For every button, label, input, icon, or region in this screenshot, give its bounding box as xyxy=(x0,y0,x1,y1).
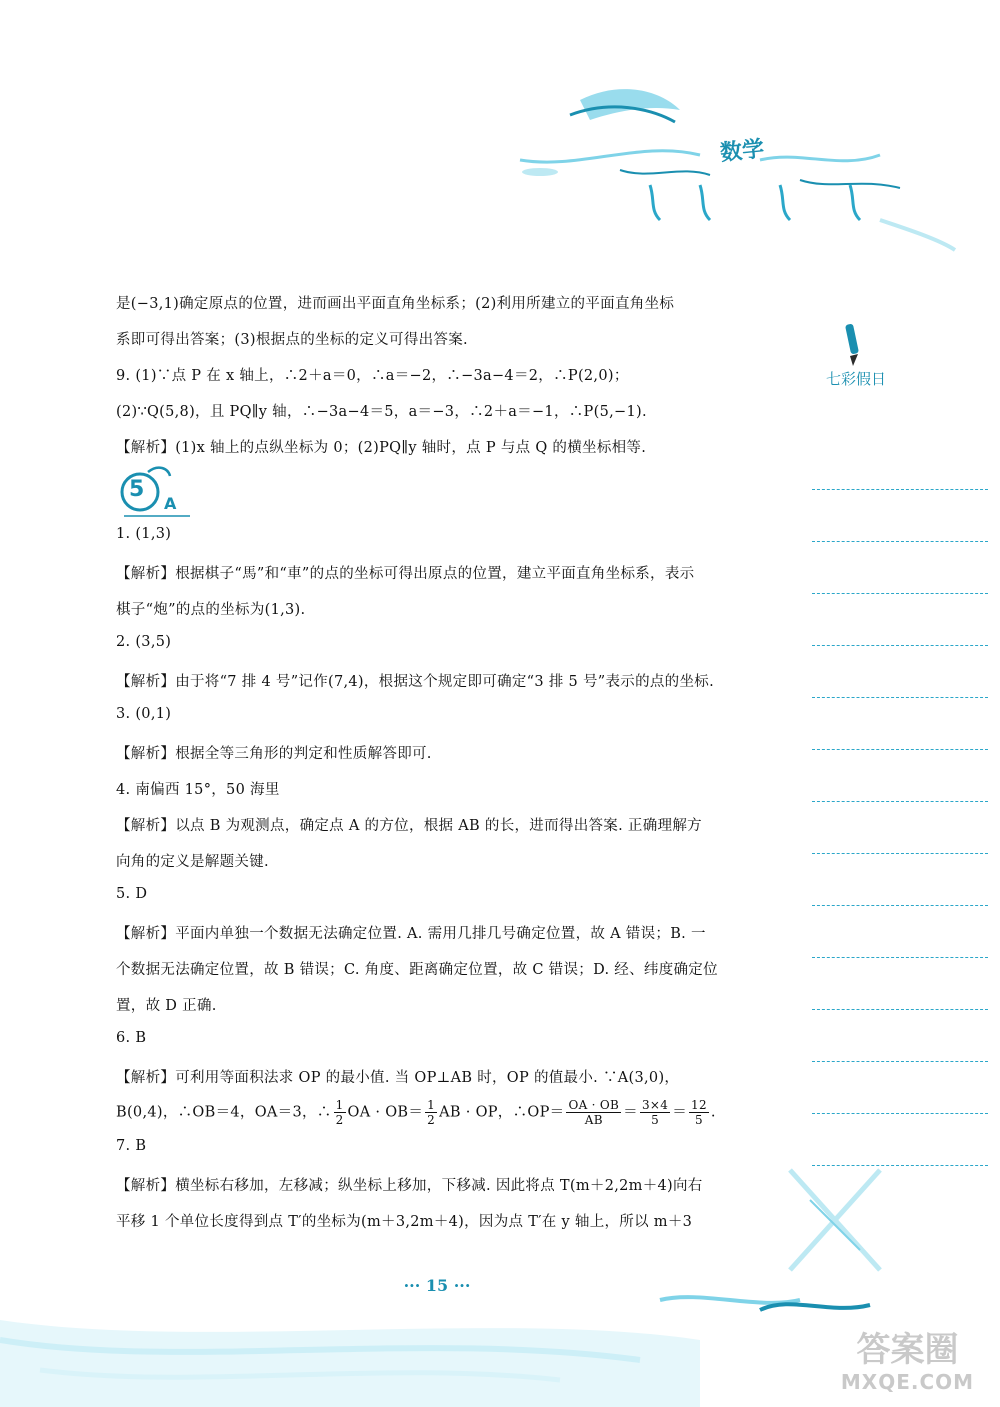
side-label: 七彩假日 xyxy=(826,370,887,388)
numerator: OA · OB xyxy=(568,1098,620,1112)
text-line: 2. (3,5) xyxy=(116,634,172,650)
text-line: 4. 南偏西 15°，50 海里 xyxy=(116,782,280,798)
text-line: 【解析】以点 B 为观测点，确定点 A 的方位，根据 AB 的长，进而得出答案. 正确理解方 xyxy=(116,818,702,834)
formula-line xyxy=(116,1098,716,1127)
page-number: ··· 15 ··· xyxy=(403,1276,471,1295)
note-line xyxy=(812,958,988,1010)
note-line xyxy=(812,1010,988,1062)
note-line xyxy=(812,750,988,802)
text-line: 平移 1 个单位长度得到点 T′的坐标为(m＋3,2m＋4)，因为点 T′在 y 轴上，所以 m＋3 xyxy=(116,1214,693,1230)
note-line xyxy=(812,646,988,698)
numerator: 1 xyxy=(335,1098,344,1112)
note-lines xyxy=(812,438,988,1166)
fraction xyxy=(640,1098,670,1127)
text-line: 3. (0,1) xyxy=(116,706,172,722)
text-line: 棋子“炮”的点的坐标为(1,3). xyxy=(116,602,306,618)
note-line xyxy=(812,906,988,958)
formula-text: B(0,4)，∴OB＝4，OA＝3，∴ xyxy=(116,1104,332,1121)
note-line xyxy=(812,594,988,646)
header-title: 数学 xyxy=(719,136,766,167)
text-line: 9. (1)∵点 P 在 x 轴上，∴2＋a＝0，∴a＝−2，∴−3a−4＝2，∴P(2,0)； xyxy=(116,368,629,384)
section-number: 5 xyxy=(129,477,145,502)
text-line: 【解析】根据棋子“馬”和“車”的点的坐标可得出原点的位置，建立平面直角坐标系，表示 xyxy=(116,566,695,582)
note-line xyxy=(812,1114,988,1166)
note-line xyxy=(812,698,988,750)
fraction xyxy=(425,1098,437,1127)
note-line xyxy=(812,438,988,490)
text-line: 【解析】由于将“7 排 4 号”记作(7,4)，根据这个规定即可确定“3 排 5 号”表示的点的坐标. xyxy=(116,674,714,690)
fraction xyxy=(566,1098,621,1127)
text-line: 6. B xyxy=(116,1030,147,1046)
formula-text: ＝ xyxy=(623,1104,638,1121)
numerator: 12 xyxy=(691,1098,707,1112)
denominator: 5 xyxy=(695,1113,703,1127)
text-line: 【解析】(1)x 轴上的点纵坐标为 0；(2)PQ∥y 轴时，点 P 与点 Q 的横坐标相等. xyxy=(116,440,647,456)
formula-text: . xyxy=(710,1104,716,1121)
formula-text: ＝ xyxy=(672,1104,688,1121)
fraction xyxy=(334,1098,346,1127)
watermark-title: 答案圈 xyxy=(856,1330,959,1370)
text-line: 【解析】根据全等三角形的判定和性质解答即可. xyxy=(116,746,432,762)
text-line: 是(−3,1)确定原点的位置，进而画出平面直角坐标系；(2)利用所建立的平面直角坐标 xyxy=(116,296,675,312)
note-line xyxy=(812,854,988,906)
text-line: 个数据无法确定位置，故 B 错误；C. 角度、距离确定位置，故 C 错误；D. 经、纬度确定位 xyxy=(116,962,718,978)
denominator: AB xyxy=(584,1113,603,1127)
pen-icon xyxy=(838,322,868,368)
note-line xyxy=(812,542,988,594)
watermark-url: MXQE.COM xyxy=(840,1370,975,1394)
text-line: 【解析】横坐标右移加，左移减；纵坐标上移加，下移减. 因此将点 T(m＋2,2m＋4)向右 xyxy=(116,1178,703,1194)
numerator: 3×4 xyxy=(641,1098,669,1112)
text-line: 【解析】平面内单独一个数据无法确定位置. A. 需用几排几号确定位置，故 A 错误；B. 一 xyxy=(116,926,706,942)
text-line: 5. D xyxy=(116,886,148,902)
note-line xyxy=(812,490,988,542)
formula-text: OA · OB＝ xyxy=(347,1104,424,1121)
text-line: 置，故 D 正确. xyxy=(116,998,217,1014)
text-line: 系即可得出答案；(3)根据点的坐标的定义可得出答案. xyxy=(116,332,468,348)
watermark xyxy=(820,1330,995,1394)
section-letter: A xyxy=(164,494,177,513)
fraction xyxy=(689,1098,709,1127)
text-line: 【解析】可利用等面积法求 OP 的最小值. 当 OP⊥AB 时，OP 的值最小. ∵A(3,0)， xyxy=(116,1070,680,1086)
formula-text: AB · OP，∴OP＝ xyxy=(439,1104,565,1121)
corner-decoration xyxy=(780,1160,900,1290)
note-line xyxy=(812,1062,988,1114)
denominator: 2 xyxy=(335,1113,344,1127)
text-line: 向角的定义是解题关键. xyxy=(116,854,269,870)
note-line xyxy=(812,802,988,854)
denominator: 2 xyxy=(427,1113,436,1127)
denominator: 5 xyxy=(651,1113,660,1127)
text-line: (2)∵Q(5,8)，且 PQ∥y 轴，∴−3a−4＝5，a＝−3，∴2＋a＝−1，∴P(5,−1). xyxy=(116,404,647,420)
numerator: 1 xyxy=(427,1098,436,1112)
text-line: 7. B xyxy=(116,1138,147,1154)
text-line: 1. (1,3) xyxy=(116,526,172,542)
